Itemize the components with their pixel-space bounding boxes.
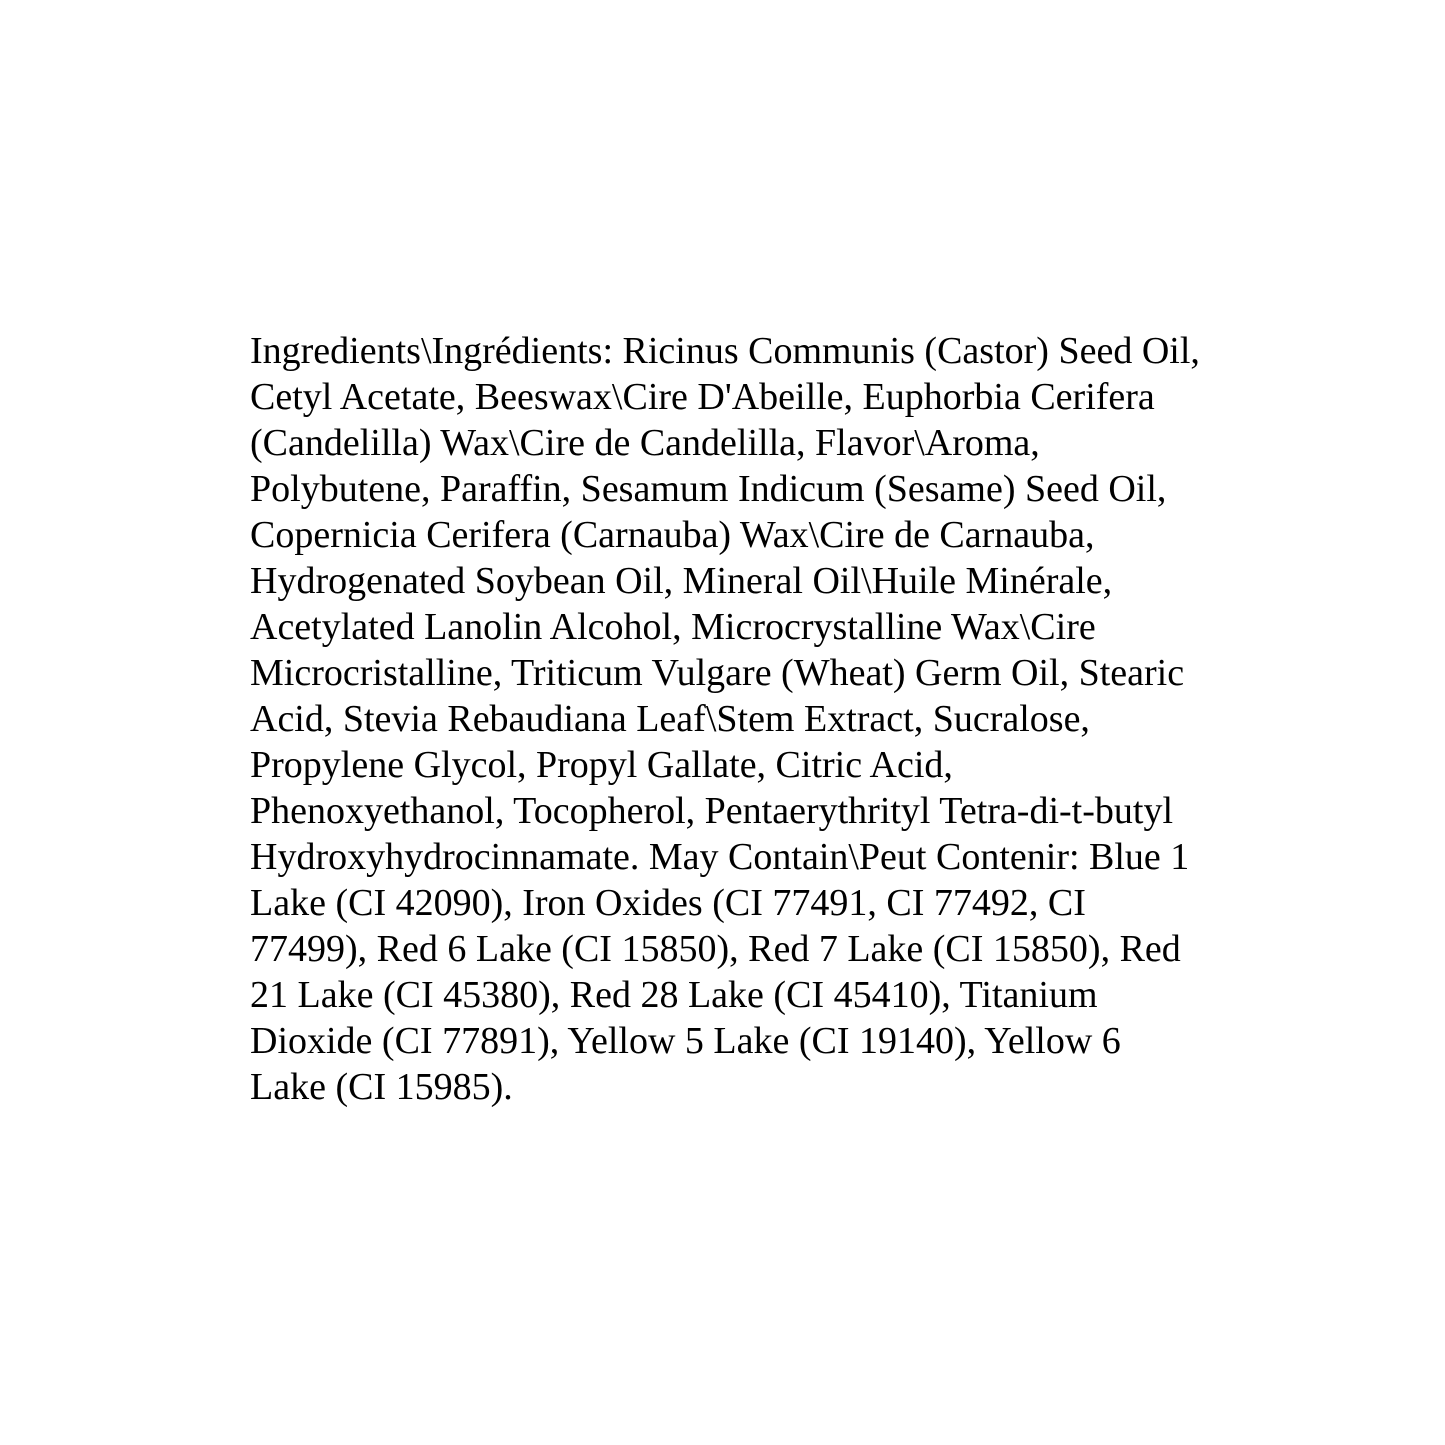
ingredients-line: Microcristalline, Triticum Vulgare (Wheat) Germ Oil, Stearic (250, 652, 1185, 694)
ingredients-line: 77499), Red 6 Lake (CI 15850), Red 7 Lake (CI 15850), Red (250, 928, 1181, 970)
ingredients-line: Phenoxyethanol, Tocopherol, Pentaerythrityl Tetra-di-t-butyl (250, 790, 1174, 832)
ingredients-line: (Candelilla) Wax\Cire de Candelilla, Flavor\Aroma, (250, 422, 1040, 464)
ingredients-line: Lake (CI 15985). (250, 1066, 513, 1108)
ingredients-line: Propylene Glycol, Propyl Gallate, Citric Acid, (250, 744, 953, 786)
ingredients-line: Dioxide (CI 77891), Yellow 5 Lake (CI 19140), Yellow 6 (250, 1020, 1121, 1062)
ingredients-line: Ingredients\Ingrédients: Ricinus Communis (Castor) Seed Oil, (250, 330, 1200, 372)
ingredients-line: Lake (CI 42090), Iron Oxides (CI 77491, CI 77492, CI (250, 882, 1086, 924)
ingredients-line: Cetyl Acetate, Beeswax\Cire D'Abeille, Euphorbia Cerifera (250, 376, 1155, 418)
ingredients-line: Copernicia Cerifera (Carnauba) Wax\Cire de Carnauba, (250, 514, 1095, 556)
ingredients-line: Hydroxyhydrocinnamate. May Contain\Peut Contenir: Blue 1 (250, 836, 1190, 878)
ingredients-text-block (250, 328, 1210, 1110)
ingredients-line: Acid, Stevia Rebaudiana Leaf\Stem Extract, Sucralose, (250, 698, 1090, 740)
ingredients-line: 21 Lake (CI 45380), Red 28 Lake (CI 45410), Titanium (250, 974, 1098, 1016)
ingredients-line: Hydrogenated Soybean Oil, Mineral Oil\Huile Minérale, (250, 560, 1113, 602)
ingredients-line: Acetylated Lanolin Alcohol, Microcrystalline Wax\Cire (250, 606, 1096, 648)
ingredients-line: Polybutene, Paraffin, Sesamum Indicum (Sesame) Seed Oil, (250, 468, 1167, 510)
